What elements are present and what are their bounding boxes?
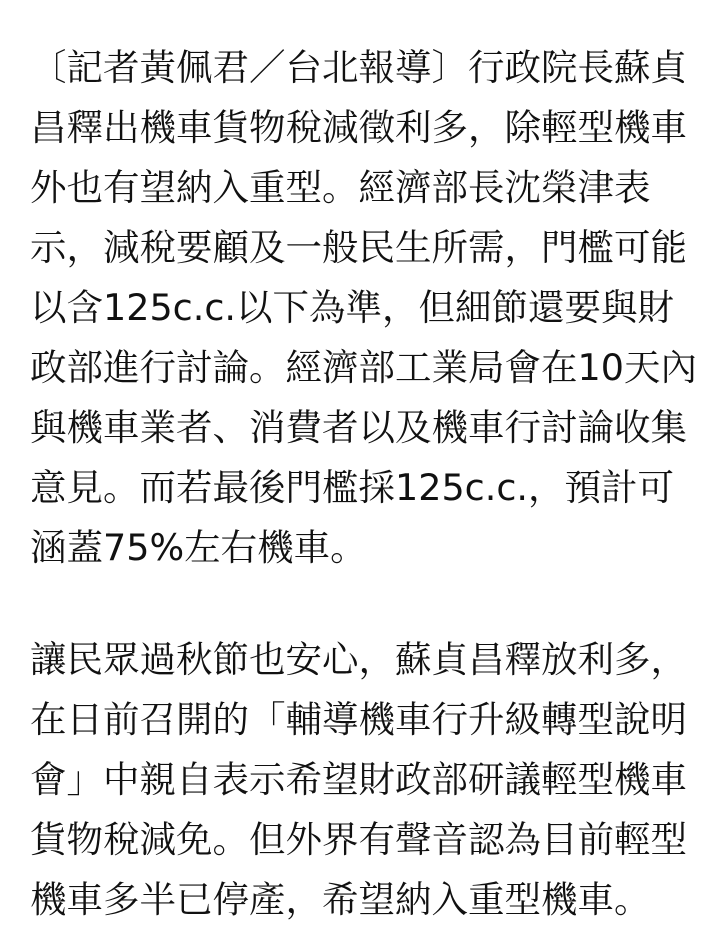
paragraph-1-line-4: 示，減稅要顧及一般民生所需，門檻可能 bbox=[30, 226, 687, 269]
paragraph-1-line-7: 與機車業者、消費者以及機車行討論收集 bbox=[30, 406, 687, 449]
paragraph-1-line-2: 昌釋出機車貨物稅減徵利多，除輕型機車 bbox=[30, 106, 687, 149]
paragraph-spacer bbox=[30, 578, 700, 630]
paragraph-2-line-4: 貨物稅減免。但外界有聲音認為目前輕型 bbox=[30, 818, 687, 861]
paragraph-1-line-8: 意見。而若最後門檻採125c.c.，預計可 bbox=[30, 466, 675, 509]
paragraph-2-line-1: 讓民眾過秋節也安心，蘇貞昌釋放利多， bbox=[30, 638, 687, 681]
paragraph-2-line-5: 機車多半已停產，希望納入重型機車。 bbox=[30, 878, 651, 921]
article-paragraph-2 bbox=[30, 630, 700, 930]
paragraph-1-line-6: 政部進行討論。經濟部工業局會在10天內 bbox=[30, 346, 697, 389]
paragraph-1-line-9: 涵蓋75%左右機車。 bbox=[30, 526, 367, 569]
paragraph-2-line-3: 會」中親自表示希望財政部研議輕型機車 bbox=[30, 758, 687, 801]
paragraph-1-line-1: 〔記者黃佩君／台北報導〕行政院長蘇貞 bbox=[30, 46, 687, 89]
paragraph-2-line-2: 在日前召開的「輔導機車行升級轉型說明 bbox=[30, 698, 687, 741]
article-paragraph-1 bbox=[30, 38, 700, 578]
paragraph-1-line-5: 以含125c.c.以下為準，但細節還要與財 bbox=[30, 286, 675, 329]
paragraph-1-line-3: 外也有望納入重型。經濟部長沈榮津表 bbox=[30, 166, 651, 209]
news-article bbox=[30, 38, 700, 930]
